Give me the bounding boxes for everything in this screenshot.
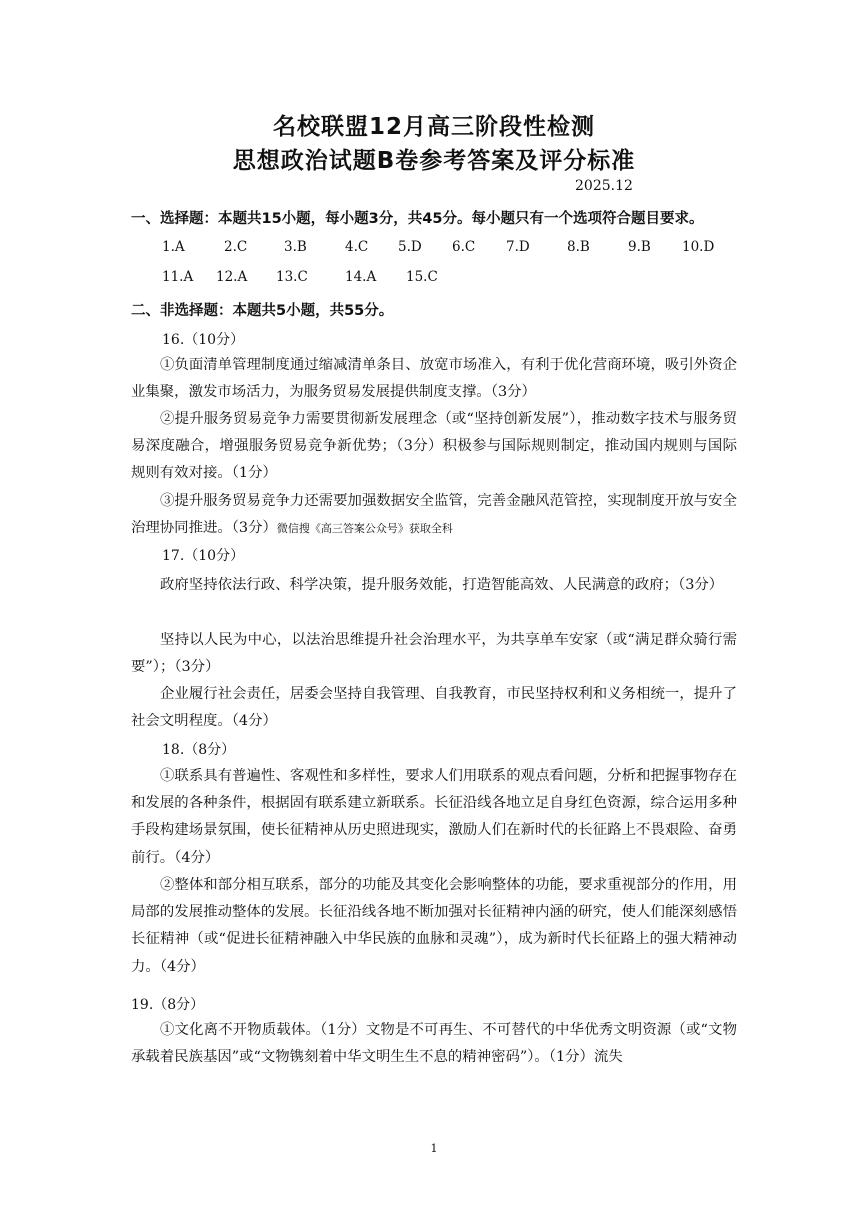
q19-answer-1: ①文化离不开物质载体。（1分）文物是不可再生、不可替代的中华优秀文明资源（或“文物承载着民族基因”或“文物镌刻着中华文明生生不息的精神密码”）。（1分）流失: [131, 1022, 737, 1066]
answer-item: 15.C: [406, 269, 438, 285]
doc-title-line2: 思想政治试题B卷参考答案及评分标准: [232, 148, 636, 174]
answer-item: 12.A: [216, 269, 248, 285]
answer-item: 6.C: [452, 239, 476, 255]
answer-item: 2.C: [224, 239, 248, 255]
answer-item: 10.D: [682, 239, 715, 255]
doc-title-line1: 名校联盟12月高三阶段性检测: [272, 114, 595, 140]
answer-item: 8.B: [567, 239, 590, 255]
q17-answer-1: 政府坚持依法行政、科学决策，提升服务效能，打造智能高效、人民满意的政府；（3分）: [160, 577, 724, 593]
section2-heading: 二、非选择题：本题共5小题，共55分。: [131, 303, 394, 319]
q16-answer-3-note: 微信搜《高三答案公众号》获取全科: [276, 522, 453, 536]
answer-item: 5.D: [398, 239, 422, 255]
q16-answer-3-text: ③提升服务贸易竞争力还需要加强数据安全监管，完善金融风范管控，实现制度开放与安全治理协同推进。（3分）: [131, 493, 737, 537]
page-number: 1: [430, 1142, 438, 1155]
answer-item: 3.B: [284, 239, 307, 255]
q16-answer-3: [131, 488, 737, 542]
answer-item: 4.C: [345, 239, 369, 255]
q18-answer-2: ②整体和部分相互联系，部分的功能及其变化会影响整体的功能，要求重视部分的作用，用局部的发展推动整体的发展。长征沿线各地不断加强对长征精神内涵的研究，使人们能深刻感悟长征精神（或“促进长征精神融入中华民族的血脉和灵魂”），成为新时代长征路上的强大精神动力。（4分）: [131, 877, 737, 975]
answer-item: 1.A: [162, 239, 185, 255]
answer-item: 7.D: [506, 239, 530, 255]
q17-answer-3: 企业履行社会责任，居委会坚持自我管理、自我教育，市民坚持权利和义务相统一，提升了社会文明程度。（4分）: [131, 686, 737, 730]
answer-item: 14.A: [345, 269, 377, 285]
question-16-heading: 16.（10分）: [162, 332, 245, 348]
question-19-heading: 19.（8分）: [131, 997, 205, 1013]
question-18-heading: 18.（8分）: [162, 742, 236, 758]
q16-answer-1: ①负面清单管理制度通过缩减清单条目、放宽市场准入，有利于优化营商环境，吸引外资企业集聚，激发市场活力，为服务贸易发展提供制度支撑。（3分）: [131, 357, 737, 401]
answer-item: 9.B: [628, 239, 651, 255]
answer-item: 13.C: [276, 269, 308, 285]
doc-date: 2025.12: [575, 178, 633, 194]
section1-heading: 一、选择题：本题共15小题，每小题3分，共45分。每小题只有一个选项符合题目要求。: [131, 211, 704, 227]
q16-answer-2: ②提升服务贸易竞争力需要贯彻新发展理念（或“坚持创新发展”），推动数字技术与服务贸易深度融合，增强服务贸易竞争新优势；（3分）积极参与国际规则制定，推动国内规则与国际规则有效对接。（1分）: [131, 411, 737, 482]
q17-answer-2: 坚持以人民为中心，以法治思维提升社会治理水平，为共享单车安家（或“满足群众骑行需要”）；（3分）: [131, 632, 737, 676]
q18-answer-1: ①联系具有普遍性、客观性和多样性，要求人们用联系的观点看问题，分析和把握事物存在和发展的各种条件，根据固有联系建立新联系。长征沿线各地立足自身红色资源，综合运用多种手段构建场景氛围，使长征精神从历史照进现实，激励人们在新时代的长征路上不畏艰险、奋勇前行。（4分）: [131, 768, 737, 866]
question-17-heading: 17.（10分）: [162, 548, 245, 564]
answer-item: 11.A: [162, 269, 194, 285]
